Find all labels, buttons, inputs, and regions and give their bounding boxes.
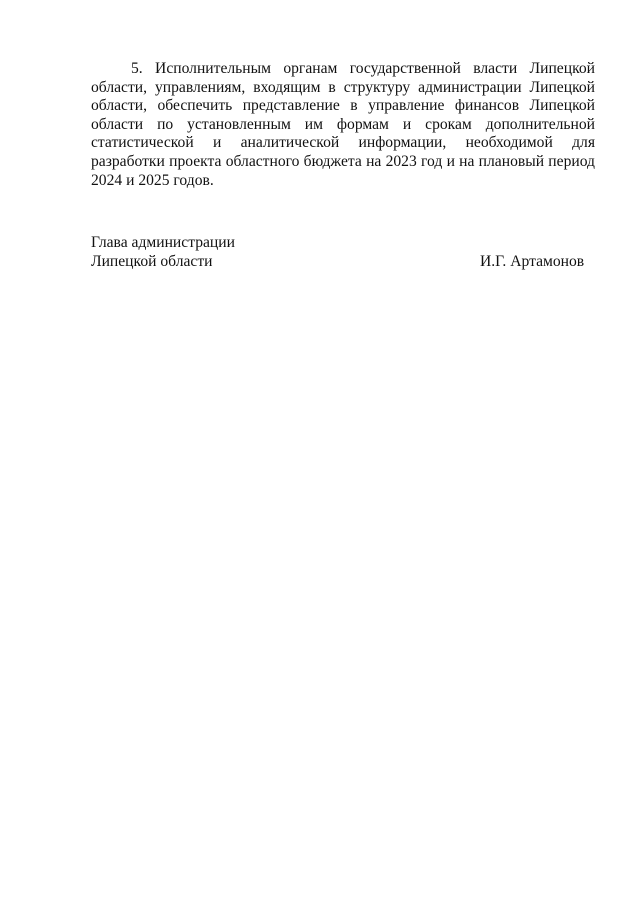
signature-title-region: Липецкой области xyxy=(91,252,213,270)
signatory-name: И.Г. Артамонов xyxy=(480,252,585,270)
signature-title-position: Глава администрации xyxy=(91,234,235,251)
signature-title-line-2 xyxy=(91,253,591,272)
signature-title-line-1 xyxy=(91,234,591,253)
paragraph-item-5: 5. Исполнительным органам государственной власти Липецкой области, управлениям, входящим в структуру администрации Липецкой области, обеспечить представление в управление финансов Липецкой области по установленным им формам и срокам дополнительной статистической и аналитической информации, необходимой для разработки проекта областного бюджета на 2023 год и на плановый период 2024 и 2025 годов. xyxy=(91,60,595,189)
signature-block xyxy=(91,234,591,271)
